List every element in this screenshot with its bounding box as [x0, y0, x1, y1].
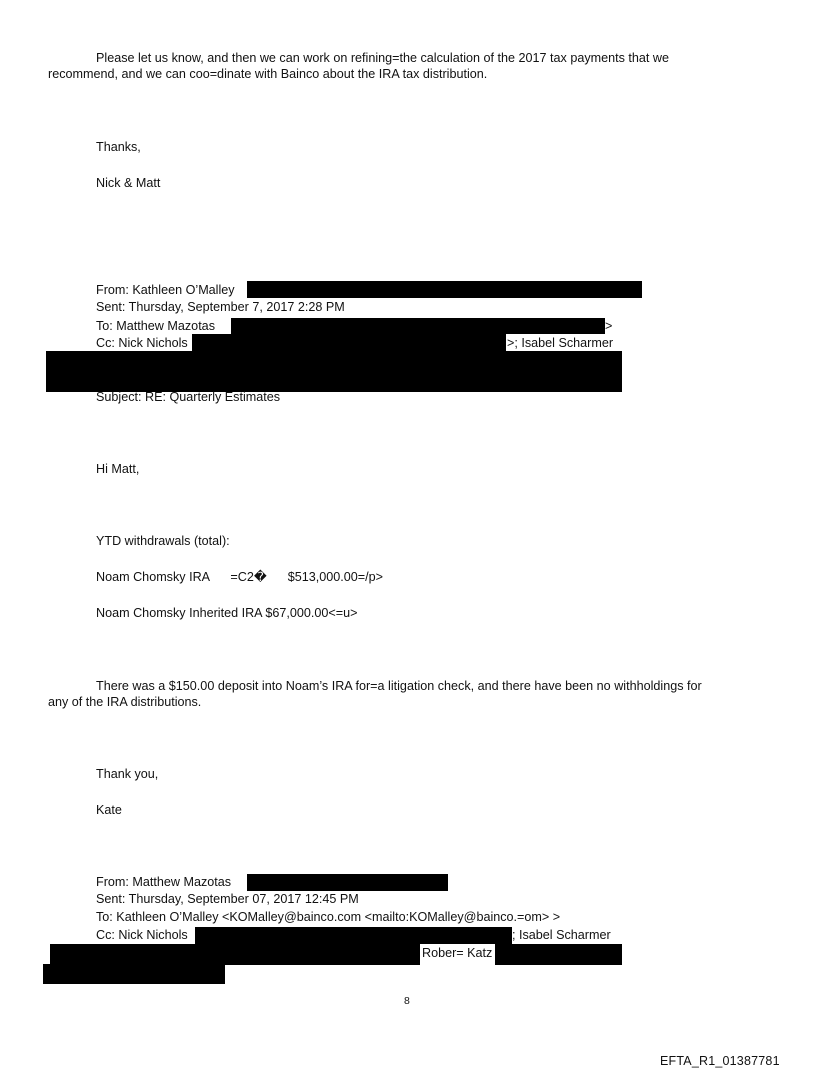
- header2-cc: Cc: Nick Nichols: [96, 928, 188, 942]
- header2-extra: Rober= Katz: [422, 946, 493, 960]
- header1-to: To: Matthew Mazotas: [96, 319, 215, 333]
- redaction-block: [247, 874, 448, 891]
- closing2-signature: Kate: [96, 803, 122, 817]
- header2-cc-tail: ; Isabel Scharmer: [512, 928, 611, 942]
- header1-sent: Sent: Thursday, September 7, 2017 2:28 PM: [96, 300, 345, 314]
- redaction-block: [43, 964, 225, 984]
- redaction-block: [231, 318, 605, 334]
- redaction-block: [50, 944, 420, 965]
- redaction-block: [247, 281, 642, 298]
- deposit-line-2: any of the IRA distributions.: [48, 695, 202, 709]
- redaction-block: [195, 927, 512, 944]
- ira-row-1: Noam Chomsky IRA =C2� $513,000.00=/p>: [96, 570, 383, 584]
- deposit-line-1: There was a $150.00 deposit into Noam’s IRA for=a litigation check, and there have been no withholdings for: [96, 679, 702, 693]
- header1-from: From: Kathleen O’Malley: [96, 283, 235, 297]
- header2-sent: Sent: Thursday, September 07, 2017 12:45 PM: [96, 892, 359, 906]
- closing-thanks: Thanks,: [96, 140, 141, 154]
- ira-row-2: Noam Chomsky Inherited IRA $67,000.00<=u>: [96, 606, 358, 620]
- closing-signature: Nick & Matt: [96, 176, 161, 190]
- redaction-block: [192, 334, 506, 351]
- header2-from: From: Matthew Mazotas: [96, 875, 232, 889]
- closing2-thanks: Thank you,: [96, 767, 159, 781]
- intro-line-1: Please let us know, and then we can work on refining=the calculation of the 2017 tax payments that we: [96, 51, 670, 65]
- redaction-block: [495, 944, 622, 965]
- greeting: Hi Matt,: [96, 462, 140, 476]
- redaction-block: [46, 351, 622, 392]
- header2-to: To: Kathleen O’Malley <KOMalley@bainco.com <mailto:KOMalley@bainco.=om> >: [96, 910, 561, 924]
- header1-subject: Subject: RE: Quarterly Estimates: [96, 390, 281, 404]
- page-number: 8: [404, 995, 410, 1007]
- header1-cc-tail: >; Isabel Scharmer: [507, 336, 614, 350]
- header1-cc: Cc: Nick Nichols: [96, 336, 188, 350]
- header1-to-tail: >: [605, 319, 613, 333]
- document-id: EFTA_R1_01387781: [660, 1054, 780, 1068]
- intro-line-2: recommend, and we can coo=dinate with Bainco about the IRA tax distribution.: [48, 67, 488, 81]
- ytd-heading: YTD withdrawals (total):: [96, 534, 230, 548]
